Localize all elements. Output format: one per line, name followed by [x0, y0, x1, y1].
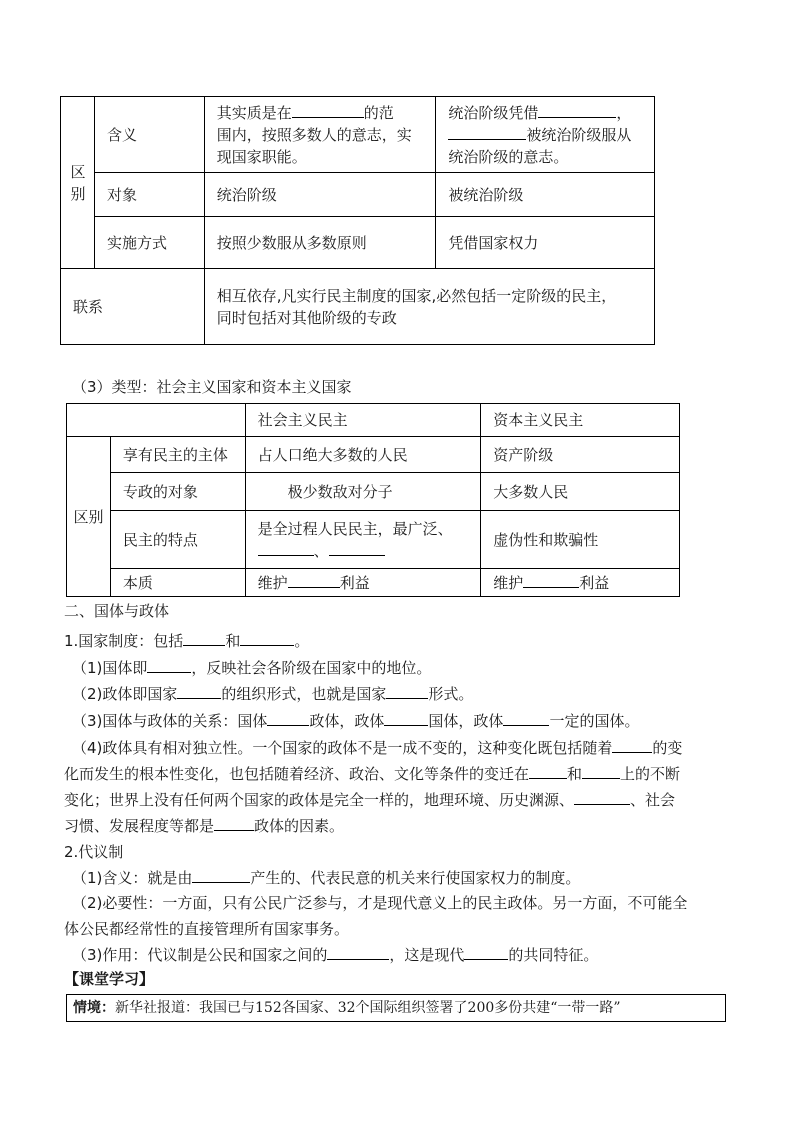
text-line: （4)政体具有相对独立性。一个国家的政体不是一成不变的，这种变化既包括随着 的变 [72, 739, 683, 757]
empty-cell [67, 404, 246, 437]
row-label: 实施方式 [94, 217, 204, 269]
cell: 被统治阶级 [436, 173, 655, 217]
meaning-democracy: 其实质是在 的范 围内，按照多数人的意志，实 现国家职能。 [204, 97, 436, 173]
types-caption: （3）类型：社会主义国家和资本主义国家 [72, 378, 352, 396]
text-line: 体公民都经常性的直接管理所有国家事务。 [64, 920, 350, 938]
text-line: 变化；世界上没有任何两个国家的政体是完全一样的，地理环境、历史渊源、 、社会 [64, 791, 676, 809]
cell: 极少数敌对分子 [245, 473, 481, 511]
cell: 资产阶级 [481, 437, 680, 473]
link-label: 联系 [61, 269, 205, 345]
text-line: （3)作用：代议制是公民和国家之间的 ，这是现代 的共同特征。 [72, 946, 599, 964]
row-label: 享有民主的主体 [110, 437, 245, 473]
text-line: （1)含义：就是由 产生的、代表民意的机关来行使国家权力的制度。 [72, 869, 581, 887]
cell: 占人口绝大多数的人民 [245, 437, 481, 473]
class-study-heading: 【课堂学习】 [64, 970, 155, 988]
text-line: 化而发生的根本性变化，也包括随着经济、政治、文化等条件的变迁在 和 上的不断 [64, 765, 681, 783]
header-socialist: 社会主义民主 [245, 404, 481, 437]
case-text: 新华社报道：我国已与152各国家、32个国际组织签署了200多份共建“一带一路” [115, 1000, 621, 1016]
text-line: （2)必要性：一方面，只有公民广泛参与，才是现代意义上的民主政体。另一方面，不可能全 [72, 894, 688, 912]
text-line: 1.国家制度：包括 和 。 [64, 632, 310, 650]
case-label: 情境： [73, 1000, 115, 1016]
row-label: 本质 [110, 569, 245, 597]
side-label: 区别 [61, 97, 95, 269]
text-line: （3)国体与政体的关系：国体 政体，政体 国体，政体 一定的国体。 [72, 712, 640, 730]
cell-essence: 维护 利益 [245, 569, 481, 597]
democracy-types-table [66, 403, 680, 597]
row-label: 对象 [94, 173, 204, 217]
distinction-table [60, 96, 655, 345]
link-text: 相互依存,凡实行民主制度的国家,必然包括一定阶级的民主， 同时包括对其他阶级的专政 [204, 269, 654, 345]
cell-features: 是全过程人民民主，最广泛、 、 [245, 511, 481, 569]
case-box [66, 994, 726, 1022]
cell: 按照少数服从多数原则 [204, 217, 436, 269]
text-line: 习惯、发展程度等都是 政体的因素。 [64, 817, 345, 835]
cell: 虚伪性和欺骗性 [481, 511, 680, 569]
cell: 大多数人民 [481, 473, 680, 511]
text-line: （2)政体即国家 的组织形式，也就是国家 形式。 [72, 685, 474, 703]
header-capitalist: 资本主义民主 [481, 404, 680, 437]
row-label: 民主的特点 [110, 511, 245, 569]
row-label: 含义 [94, 97, 204, 173]
cell-essence: 维护 利益 [481, 569, 680, 597]
cell: 统治阶级 [204, 173, 436, 217]
side-label: 区别 [67, 437, 111, 597]
row-label: 专政的对象 [110, 473, 245, 511]
text-line: 2.代议制 [64, 843, 124, 861]
section-title: 二、国体与政体 [64, 602, 170, 620]
cell: 凭借国家权力 [436, 217, 655, 269]
text-line: （1)国体即 ，反映社会各阶级在国家中的地位。 [72, 659, 432, 677]
meaning-dictatorship: 统治阶级凭借 ， 被统治阶级服从 统治阶级的意志。 [436, 97, 655, 173]
